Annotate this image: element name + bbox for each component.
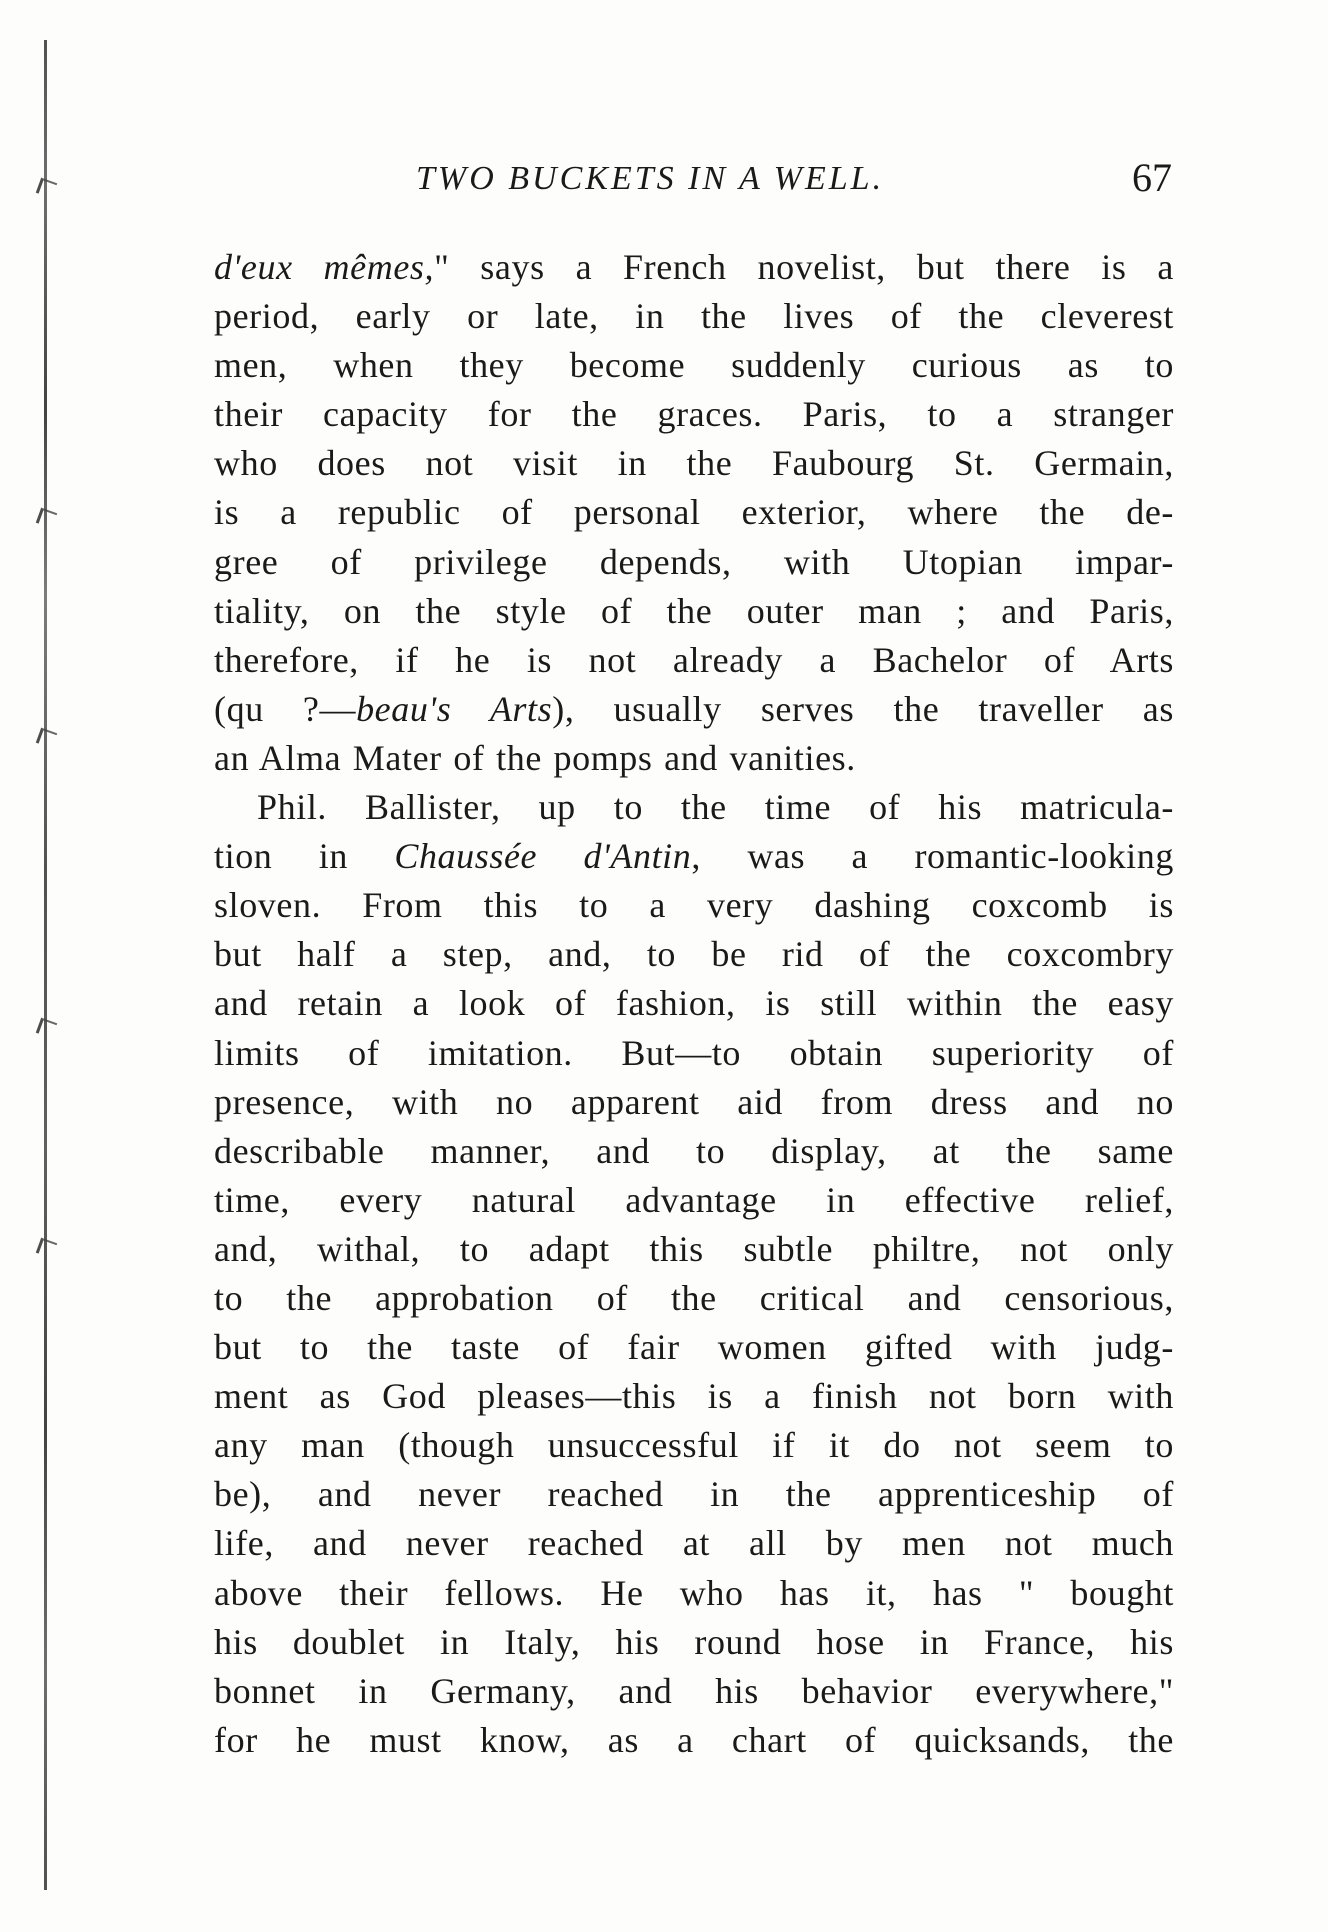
text-segment: is a republic of personal exterior, where the de- [214,492,1174,533]
text-segment: tiality, on the style of the outer man ; and Paris, [214,590,1174,631]
text-line [214,1421,1174,1470]
text-segment: Phil. Ballister, up to the time of his matricula- [257,787,1174,828]
text-segment: for he must know, as a chart of quicksands, the [214,1719,1174,1760]
text-line [214,930,1174,979]
running-title: TWO BUCKETS IN A WELL. [416,160,885,197]
gutter-speck [36,508,57,529]
text-segment: ment as God pleases—this is a finish not born with [214,1376,1174,1417]
text-segment: who does not visit in the Faubourg St. Germain, [214,443,1174,484]
text-segment: gree of privilege depends, with Utopian impar- [214,541,1174,582]
text-segment: tion in [214,836,395,877]
text-segment: but half a step, and, to be rid of the coxcombry [214,934,1174,975]
text-line [214,832,1174,881]
text-line [214,1225,1174,1274]
text-line [214,783,1174,832]
text-segment: , was a romantic-looking [691,836,1174,877]
text-line [214,1029,1174,1078]
text-segment: life, and never reached at all by men not much [214,1523,1174,1564]
text-segment: sloven. From this to a very dashing coxcomb is [214,885,1174,926]
page-number: 67 [1132,155,1172,200]
paragraph [214,243,1174,783]
text-segment: time, every natural advantage in effective relief, [214,1179,1174,1220]
text-segment: describable manner, and to display, at the same [214,1130,1174,1171]
italic-text: Chaussée d'Antin [394,836,692,877]
text-line [214,488,1174,537]
text-segment: his doublet in Italy, his round hose in France, his [214,1621,1174,1662]
text-line [214,243,1174,292]
text-line [214,390,1174,439]
text-segment: and retain a look of fashion, is still within the easy [214,983,1174,1024]
text-segment: therefore, if he is not already a Bachelor of Arts [214,639,1174,680]
binding-gutter-line [44,40,47,1890]
text-line [214,1667,1174,1716]
text-line [214,1519,1174,1568]
text-segment: be), and never reached in the apprenticeship of [214,1474,1174,1515]
text-segment: above their fellows. He who has it, has " bought [214,1572,1174,1613]
gutter-speck [36,728,57,749]
text-segment: any man (though unsuccessful if it do not seem to [214,1425,1174,1466]
text-line [214,1127,1174,1176]
text-line [214,439,1174,488]
text-line [214,979,1174,1028]
text-line [214,636,1174,685]
text-segment: bonnet in Germany, and his behavior everywhere," [214,1670,1174,1711]
text-line [214,1176,1174,1225]
text-line [214,1274,1174,1323]
text-segment: period, early or late, in the lives of the cleverest [214,296,1174,337]
body-text [214,243,1174,1765]
page-header [216,155,1172,208]
text-line [214,292,1174,341]
text-segment: presence, with no apparent aid from dress and no [214,1081,1174,1122]
text-line [214,1569,1174,1618]
text-segment: their capacity for the graces. Paris, to a stranger [214,394,1174,435]
italic-text: beau's Arts [356,688,553,729]
paragraph [214,783,1174,1765]
gutter-speck [36,178,57,199]
text-line [214,685,1174,734]
text-segment: men, when they become suddenly curious as to [214,345,1174,386]
text-segment: and, withal, to adapt this subtle philtre, not only [214,1228,1174,1269]
text-line [214,538,1174,587]
text-segment: but to the taste of fair women gifted with judg- [214,1327,1174,1368]
text-line [214,341,1174,390]
text-line [214,734,1174,783]
gutter-speck [36,1018,57,1039]
text-line [214,881,1174,930]
text-segment: limits of imitation. But—to obtain superiority of [214,1032,1174,1073]
gutter-speck [36,1238,57,1259]
text-segment: an Alma Mater of the pomps and vanities. [214,737,856,778]
text-line [214,1078,1174,1127]
text-segment: " says a French novelist, but there is a [434,247,1174,287]
text-line [214,1618,1174,1667]
text-line [214,1716,1174,1765]
text-line [214,1323,1174,1372]
text-line [214,1470,1174,1519]
text-line [214,1372,1174,1421]
text-segment: ), usually serves the traveller as [552,688,1174,729]
text-segment: (qu ?— [214,688,357,729]
text-line [214,587,1174,636]
italic-text: d'eux mêmes, [214,247,435,287]
text-segment: to the approbation of the critical and censorious, [214,1277,1174,1318]
